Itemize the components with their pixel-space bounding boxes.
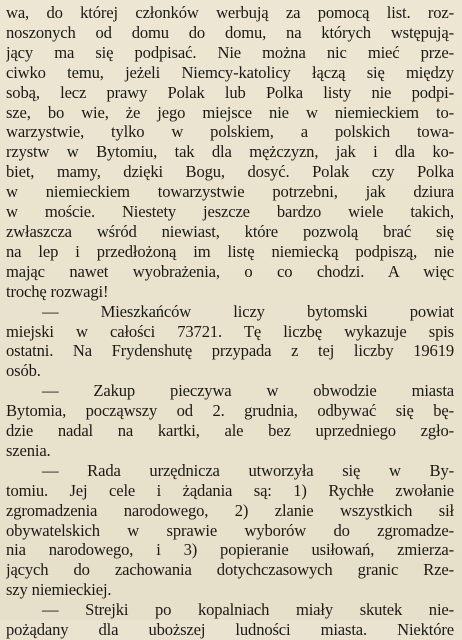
text-line: pożądany dla uboższej ludności miasta. Niektóre (6, 620, 454, 640)
text-line: mając nawet wyobrażenia, o co chodzi. A więc (6, 261, 454, 281)
text-line: warzystwie, tylko w polskiem, a polskich towa- (6, 122, 454, 142)
text-line: osób. (6, 361, 41, 381)
text-line: jący ma się podpisać. Nie można nic mieć prze- (6, 42, 454, 62)
text-line: szy niemieckiej. (6, 580, 112, 600)
paragraph-rada (6, 461, 454, 600)
text-line: nia narodowego, i 3) popieranie usiłowań, zmierza- (6, 540, 454, 560)
text-line: jących do zachowania dotychczasowych granic Rze- (6, 560, 454, 580)
text-line: Bytomia, począwszy od 2. grudnia, odbywać się bę- (6, 401, 454, 421)
text-line: tomiu. Jej cele i żądania są: 1) Rychłe zwołanie (6, 480, 454, 500)
text-line: dzie nadal na kartki, ale bez uprzedniego zgło- (6, 421, 454, 441)
text-line: szenia. (6, 440, 51, 460)
text-line: obywatelskich w sprawie wyborów do zgromadze- (6, 520, 454, 540)
text-line: sobą, lecz prawy Polak lub Polka listy nie podpi- (6, 82, 454, 102)
text-line: miejski w całości 73721. Tę liczbę wykazuje spis (6, 321, 454, 341)
text-line: rzystw w Bytomiu, tak dla mężczyzn, jak i dla ko- (6, 142, 454, 162)
text-line: zgromadzenia narodowego, 2) zlanie wszystkich sił (6, 500, 454, 520)
text-line: w niemieckiem towarzystwie potrzebni, jak dziura (6, 182, 454, 202)
text-line: — Strejki po kopalniach miały skutek nie- (42, 600, 454, 620)
text-line: trochę rozwagi! (6, 281, 109, 301)
paragraph-strejki (6, 600, 454, 640)
text-line: — Zakup pieczywa w obwodzie miasta (42, 381, 454, 401)
text-line: zwłaszcza wśród niewiast, które pozwolą brać się (6, 221, 454, 241)
text-line: ostatni. Na Frydenshutę przypada z tej liczby 19619 (6, 341, 454, 361)
text-line: wa, do której członków werbują za pomocą list. roz- (6, 3, 454, 22)
text-line: — Mieszkańców liczy bytomski powiat (42, 301, 454, 321)
paragraph-mieszkancow (6, 302, 454, 382)
text-line: na lep i przedłożoną im listę niemiecką podpiszą, nie (6, 241, 454, 261)
text-line: sze, bo wie, że jego miejsce nie w niemieckiem to- (6, 102, 454, 122)
text-line: biet, mamy, dzięki Bogu, dosyć. Polak czy Polka (6, 162, 454, 182)
paragraph-intro (6, 3, 454, 302)
text-line: noszonych od domu do domu, na których wstępują- (6, 22, 454, 42)
text-line: w moście. Niestety jeszcze bardzo wiele takich, (6, 202, 454, 222)
text-line: ciwko temu, jeżeli Niemcy-katolicy łączą się między (6, 62, 454, 82)
paragraph-zakup (6, 381, 454, 461)
text-line: — Rada urzędnicza utworzyła się w By- (42, 460, 454, 480)
